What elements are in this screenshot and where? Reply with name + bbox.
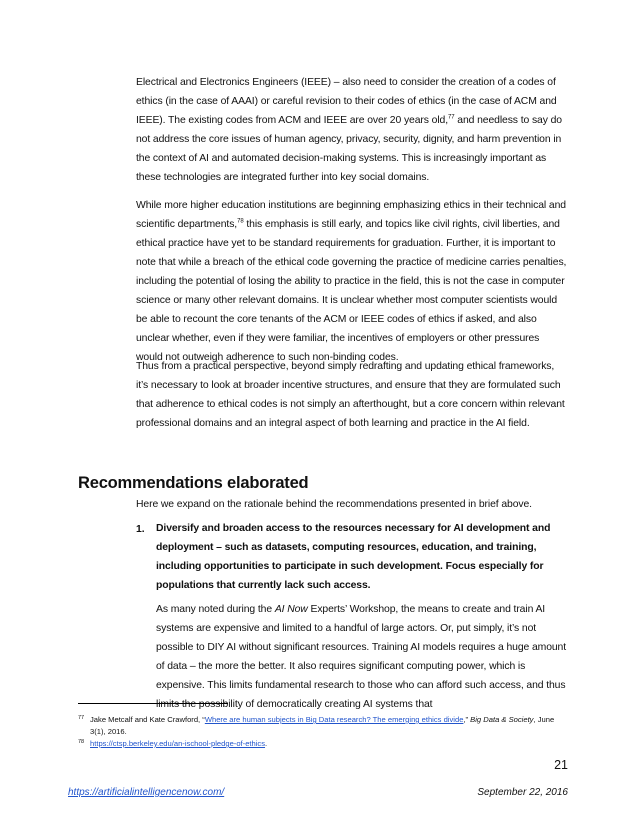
paragraph-2: While more higher education institutions are beginning emphasizing ethics in their technical and scientific departments,$^{78}$ this emphasis is still early, and topics like civil rights, civil liberties, and ethical practice have yet to be standard requirements for graduation. Further, it is important to note that while a breach of the ethical code governing the practice of medicine carries penalties, including the potential of losing the ability to practice in the field, this is not the case in computer science or many other relevant domains. It is unclear whether most computer scientists would be able to recount the core tenants of the ACM or IEEE codes of ethics if asked, and also unclear whether, even if they were familiar, the incentives of employers or other pressures would not outweigh adherence to such non-binding codes. xyxy=(136,200,567,363)
footnote-divider xyxy=(78,703,228,704)
footnote-77: 77 Jake Metcalf and Kate Crawford, “Where are human subjects in Big Data research? The emerging ethics divide,” Big Data & Society, June 3(1), 2016. xyxy=(78,715,555,736)
footnote-78: 78 https://ctsp.berkeley.edu/an-ischool-pledge-of-ethics. xyxy=(78,739,268,748)
section-intro: Here we expand on the rationale behind the recommendations presented in brief above. xyxy=(136,499,532,510)
footnote-77-link[interactable]: Where are human subjects in Big Data research? The emerging ethics divide xyxy=(204,715,464,724)
recommendation-title: Diversify and broaden access to the resources necessary for AI development and deployment – such as datasets, computing resources, education, and training, including opportunities to participate in such development. Focus especially for populations that currently lack such access. xyxy=(156,523,551,591)
recommendation-body: As many noted during the AI Now Experts’ Workshop, the means to create and train AI systems are expensive and limited to a handful of large actors. Or, put simply, it’s not possible to DIY AI without significant resources. Training AI models requires a huge amount of data – the more the better. It also requires significant computing power, which is expensive. This limits fundamental research to those who can afford such access, and thus limits the possibility of democratically creating AI systems that xyxy=(156,604,567,710)
page-number: 21 xyxy=(554,758,568,772)
footnote-number: 78 xyxy=(78,739,85,745)
footnote-ref-78[interactable]: 78 xyxy=(237,218,244,225)
paragraph-3: Thus from a practical perspective, beyond simply redrafting and updating ethical frameworks, it’s necessary to look at broader incentive structures, and ensure that they are formulated such that adherence to ethical codes is not simply an afterthought, but a core concern within relevant professional domains and an integral aspect of both learning and practice in the AI field. xyxy=(136,361,565,429)
paragraph-1: Electrical and Electronics Engineers (IEEE) – also need to consider the creation of a codes of ethics (in the case of AAAI) or careful revision to their codes of ethics (in the case of ACM and IEEE). The existing codes from ACM and IEEE are over 20 years old,$^{77}$ and needless to say do not address the core issues of human agency, privacy, security, dignity, and harm prevention in the context of AI and automated decision-making systems. This is increasingly important as these technologies are integrated further into key social domains. xyxy=(136,77,562,183)
footnote-78-link[interactable]: https://ctsp.berkeley.edu/an-ischool-pledge-of-ethics xyxy=(90,739,266,748)
footnote-ref-77[interactable]: 77 xyxy=(448,114,455,121)
footnote-number: 77 xyxy=(78,715,85,721)
recommendation-number: 1. xyxy=(136,524,145,535)
footer-site-link[interactable]: https://artificialintelligencenow.com/ xyxy=(68,787,225,798)
section-heading: Recommendations elaborated xyxy=(78,474,309,492)
footer-date: September 22, 2016 xyxy=(477,787,568,798)
